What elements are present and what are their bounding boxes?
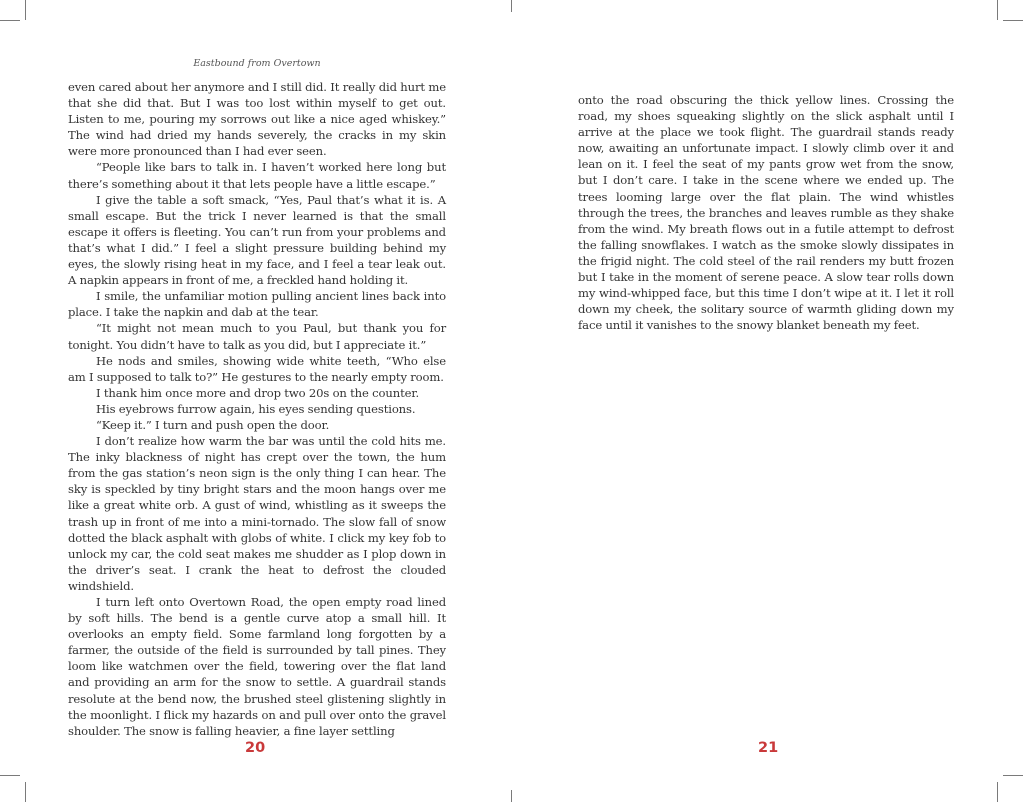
running-head: Eastbound from Overtown [193,58,321,69]
crop-mark-bottom-center [511,790,512,802]
paragraph: I don’t realize how warm the bar was until the cold hits me. The inky blackness of night has crept over the town, the hum from the gas station’s neon sign is the only thing I can hear. The sky is speckled by tiny bright stars and the moon hangs over me like a great white orb. A gust of wind, whistling as it sweeps the trash up in front of me into a mini-tornado. The slow fall of snow dotted the black asphalt with globs of white. I click my key fob to unlock my car, the cold seat makes me shudder as I plop down in the driver’s seat. I crank the heat to defrost the clouded windshield. [68,434,446,593]
paragraph: He nods and smiles, showing wide white teeth, “Who else am I supposed to talk to?” He gestures to the nearly empty room. [68,353,446,384]
crop-mark-bottom-right-vertical [997,782,998,802]
paragraph: I thank him once more and drop two 20s on the counter. [96,385,420,400]
right-page-body [578,92,954,333]
paragraph: even cared about her anymore and I still did. It really did hurt me that she did that. But I was too lost within myself to get out. Listen to me, pouring my sorrows out like a nice aged whiskey.” The wind had dried my hands severely, the cracks in my skin were more pronounced than I had ever seen. [68,80,446,159]
page-number-right: 21 [758,740,779,756]
page-number-left: 20 [245,740,266,756]
crop-mark-bottom-left [0,775,20,776]
crop-mark-top-left-vertical [25,0,26,20]
paragraph: onto the road obscuring the thick yellow lines. Crossing the road, my shoes squeaking slightly on the slick asphalt until I arrive at the place we took flight. The guardrail stands ready now, awaiting an unfortunate impact. I slowly climb over it and lean on it. I feel the seat of my pants grow wet from the snow, but I don’t care. I take in the scene where we ended up. The trees looming large over the flat plain. The wind whistles through the trees, the branches and leaves rumble as they shake from the wind. My breath flows out in a futile attempt to defrost the falling snowflakes. I watch as the smoke slowly dissipates in the frigid night. The cold steel of the rail renders my butt frozen but I take in the moment of serene peace. A slow tear rolls down my wind-whipped face, but this time I don’t wipe at it. I let it roll down my cheek, the solitary source of warmth gliding down my face until it vanishes to the snowy blanket beneath my feet. [578,93,954,333]
paragraph: “Keep it.” I turn and push open the door. [96,417,330,432]
crop-mark-bottom-right [1003,775,1023,776]
crop-mark-top-center [511,0,512,12]
paragraph: His eyebrows furrow again, his eyes sending questions. [96,401,416,416]
left-page-body [68,79,446,739]
paragraph: I give the table a soft smack, “Yes, Paul that’s what it is. A small escape. But the trick I never learned is that the small escape it offers is fleeting. You can’t run from your problems and that’s what I did.” I feel a slight pressure building behind my eyes, the slowly rising heat in my face, and I feel a tear leak out. A napkin appears in front of me, a freckled hand holding it. [68,192,446,288]
paragraph: “It might not mean much to you Paul, but thank you for tonight. You didn’t have to talk as you did, but I appreciate it.” [68,321,446,352]
paragraph: I smile, the unfamiliar motion pulling ancient lines back into place. I take the napkin and dab at the tear. [68,289,446,320]
crop-mark-top-right [1003,20,1023,21]
crop-mark-top-left [0,20,20,21]
paragraph: “People like bars to talk in. I haven’t worked here long but there’s something about it that lets people have a little escape.” [68,160,446,191]
crop-mark-top-right-vertical [997,0,998,20]
crop-mark-bottom-left-vertical [25,782,26,802]
paragraph: I turn left onto Overtown Road, the open empty road lined by soft hills. The bend is a gentle curve atop a small hill. It overlooks an empty field. Some farmland long forgotten by a farmer, the outside of the field is surrounded by tall pines. They loom like watchmen over the field, towering over the flat land and providing an arm for the snow to settle. A guardrail stands resolute at the bend now, the brushed steel glistening slightly in the moonlight. I flick my hazards on and pull over onto the gravel shoulder. The snow is falling heavier, a fine layer settling [68,595,446,738]
